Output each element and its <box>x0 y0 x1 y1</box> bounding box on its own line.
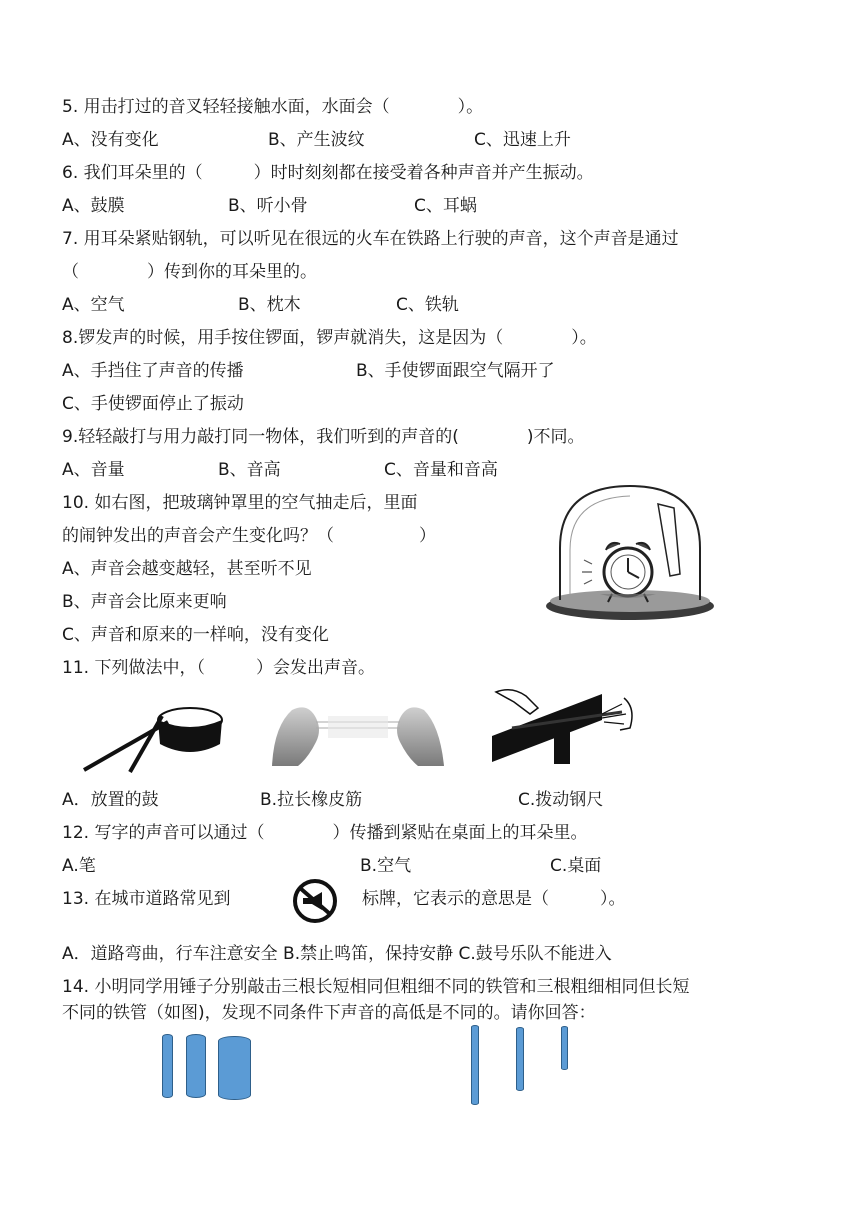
q12-option-b[interactable]: B.空气 <box>360 856 412 876</box>
q14-stem: 14. 小明同学用锤子分别敲击三根长短相同但粗细不同的铁管和三根粗细相同但长短 <box>62 977 690 997</box>
q6-option-c[interactable]: C、耳蜗 <box>414 196 477 216</box>
q8-option-c[interactable]: C、手使锣面停止了振动 <box>62 394 244 414</box>
tube-middle <box>516 1027 524 1091</box>
q5-option-b[interactable]: B、产生波纹 <box>268 130 365 150</box>
tube-thin <box>162 1034 173 1098</box>
q10-stem: 10. 如右图，把玻璃钟罩里的空气抽走后，里面 <box>62 493 418 513</box>
q11-option-c[interactable]: C.拨动钢尺 <box>518 790 604 810</box>
q9-stem: 9.轻轻敲打与用力敲打同一物体，我们听到的声音的( )不同。 <box>62 427 585 447</box>
q13-options: A．道路弯曲，行车注意安全 B.禁止鸣笛，保持安静 C.鼓号乐队不能进入 <box>62 944 612 964</box>
drum-figure <box>80 696 230 776</box>
q11-option-a[interactable]: A．放置的鼓 <box>62 790 159 810</box>
q9-option-c[interactable]: C、音量和音高 <box>384 460 498 480</box>
q11-option-b[interactable]: B.拉长橡皮筋 <box>260 790 363 810</box>
tube-thick <box>218 1036 251 1100</box>
q12-stem: 12. 写字的声音可以通过（ ）传播到紧贴在桌面上的耳朵里。 <box>62 823 588 843</box>
no-honking-sign-icon <box>282 878 348 924</box>
q5-option-a[interactable]: A、没有变化 <box>62 130 159 150</box>
tube-long <box>471 1025 479 1105</box>
q5-stem: 5. 用击打过的音叉轻轻接触水面，水面会（ ）。 <box>62 97 484 117</box>
q10-option-a[interactable]: A、声音会越变越轻，甚至听不见 <box>62 559 312 579</box>
q8-option-b[interactable]: B、手使锣面跟空气隔开了 <box>356 361 555 381</box>
q10-stem-cont: 的闹钟发出的声音会产生变化吗？（ ） <box>62 526 436 546</box>
q6-stem: 6. 我们耳朵里的（ ）时时刻刻都在接受着各种声音并产生振动。 <box>62 163 594 183</box>
q11-stem: 11. 下列做法中，（ ）会发出声音。 <box>62 658 375 678</box>
q7-option-b[interactable]: B、枕木 <box>238 295 301 315</box>
q7-option-a[interactable]: A、空气 <box>62 295 125 315</box>
q7-stem: 7. 用耳朵紧贴钢轨，可以听见在很远的火车在铁路上行驶的声音，这个声音是通过 <box>62 229 679 249</box>
q8-stem: 8.锣发声的时候，用手按住锣面，锣声就消失，这是因为（ ）。 <box>62 328 597 348</box>
q7-option-c[interactable]: C、铁轨 <box>396 295 459 315</box>
q10-option-c[interactable]: C、声音和原来的一样响，没有变化 <box>62 625 329 645</box>
q12-option-a[interactable]: A.笔 <box>62 856 96 876</box>
tube-medium <box>186 1034 206 1098</box>
q12-option-c[interactable]: C.桌面 <box>550 856 602 876</box>
q14-stem-cont: 不同的铁管（如图)，发现不同条件下声音的高低是不同的。请你回答： <box>62 1003 596 1023</box>
rubber-band-figure <box>268 696 448 770</box>
q7-stem-cont: （ ）传到你的耳朵里的。 <box>62 262 317 282</box>
q13-stem-a: 13. 在城市道路常见到 <box>62 889 231 909</box>
q6-option-b[interactable]: B、听小骨 <box>228 196 308 216</box>
steel-ruler-figure <box>492 684 642 766</box>
tube-short <box>561 1026 568 1070</box>
q8-option-a[interactable]: A、手挡住了声音的传播 <box>62 361 244 381</box>
q9-option-a[interactable]: A、音量 <box>62 460 125 480</box>
q6-option-a[interactable]: A、鼓膜 <box>62 196 125 216</box>
q10-option-b[interactable]: B、声音会比原来更响 <box>62 592 227 612</box>
q13-stem-b: 标牌，它表示的意思是（ ）。 <box>362 889 626 909</box>
q5-option-c[interactable]: C、迅速上升 <box>474 130 571 150</box>
q9-option-b[interactable]: B、音高 <box>218 460 281 480</box>
bell-jar-alarm-clock-figure <box>540 478 720 628</box>
